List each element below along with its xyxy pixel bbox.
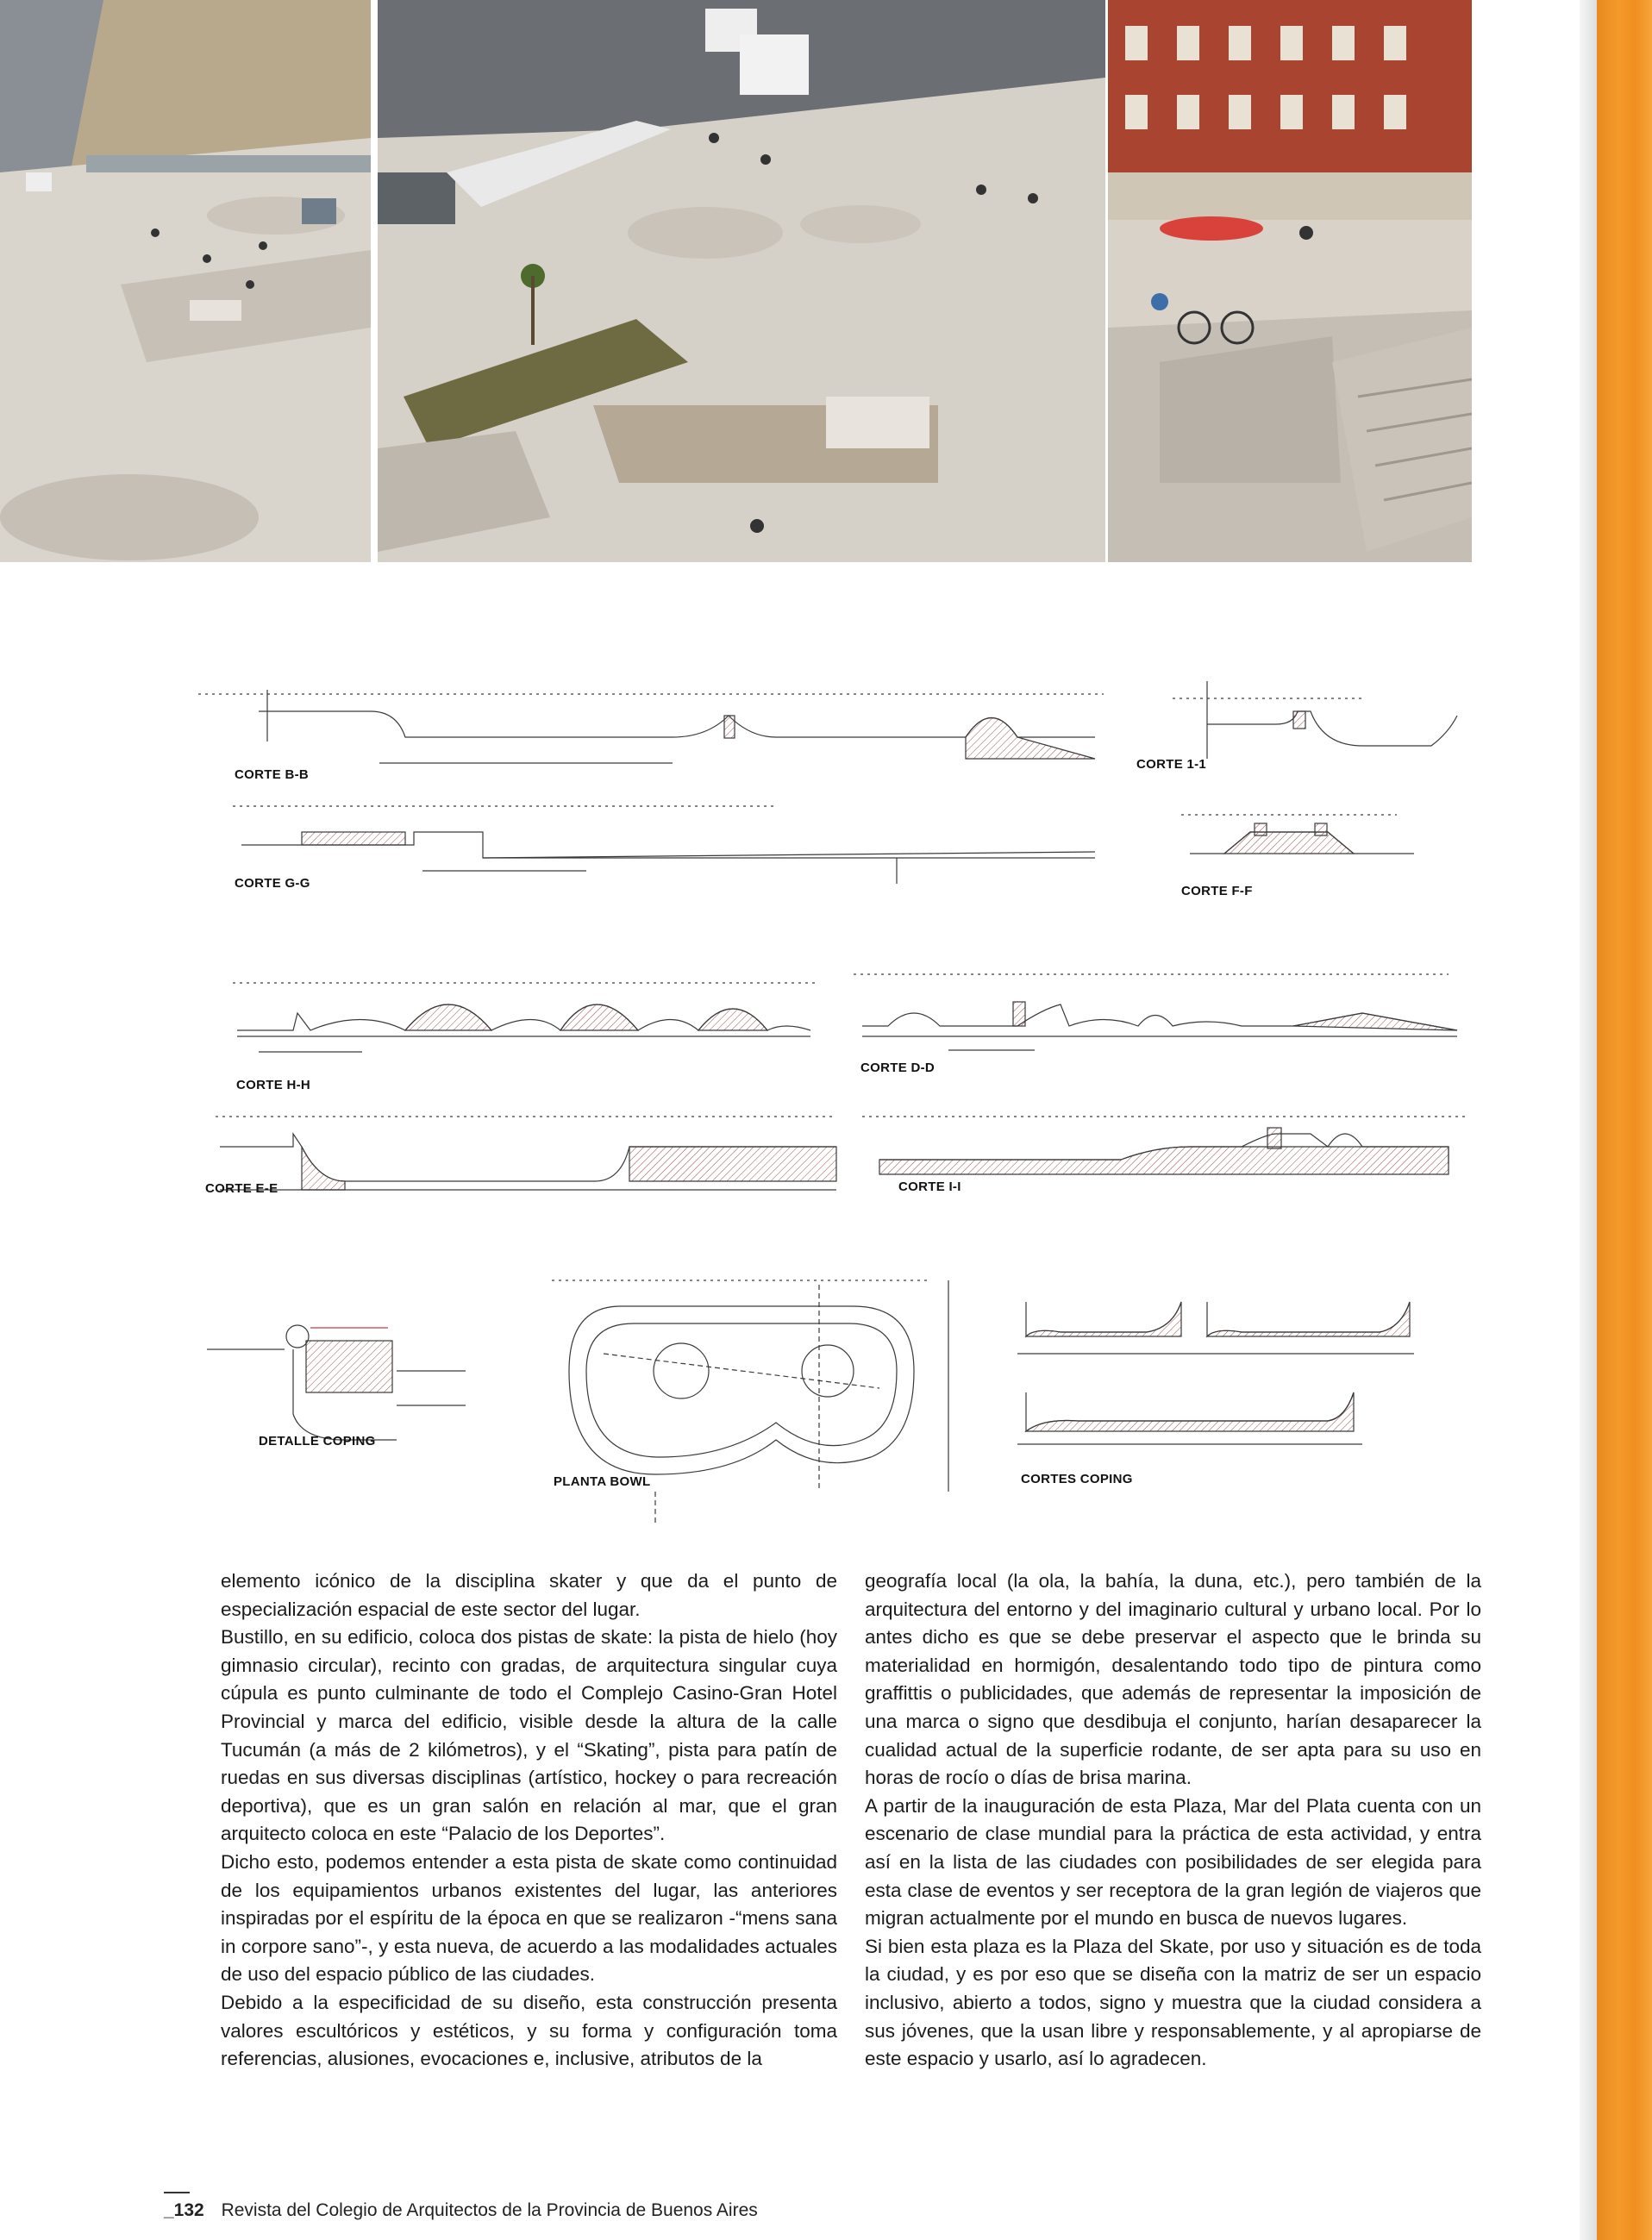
architectural-sections — [0, 664, 1652, 1526]
label-detalle-coping: DETALLE COPING — [259, 1434, 376, 1448]
corte-dd-drawing — [854, 974, 1457, 1050]
corte-gg-drawing — [233, 806, 1095, 884]
label-corte-ii: CORTE I-I — [898, 1179, 961, 1194]
article-column-left — [221, 1567, 837, 2074]
publication-name: Revista del Colegio de Arquitectos de la Provincia de Buenos Aires — [221, 2200, 758, 2220]
label-corte-hh: CORTE H-H — [236, 1078, 311, 1092]
label-corte-11: CORTE 1-1 — [1136, 757, 1207, 772]
article-paragraph: Si bien esta plaza es la Plaza del Skate, por uso y situación es de toda la ciudad, y es por eso que se diseña con la matriz de ser un espacio inclusivo, abierto a todos, signo y muestra que la ciudad considera a sus jóvenes, que la usan libre y responsablemente, y al apropiarse de este espacio y usarlo, así lo agradecen. — [865, 1935, 1481, 2070]
page-gutter — [1580, 0, 1599, 2240]
label-corte-ff: CORTE F-F — [1181, 884, 1253, 898]
page-number: _132 — [164, 2200, 204, 2220]
label-corte-gg: CORTE G-G — [235, 876, 310, 891]
cortes-coping-drawing — [1017, 1302, 1414, 1444]
photo-beachfront-overview — [0, 0, 371, 562]
article-paragraph: elemento icónico de la disciplina skater y que da el punto de especialización espacial de este sector del lugar. — [221, 1570, 837, 1620]
article-paragraph: A partir de la inauguración de esta Plaza, Mar del Plata cuenta con un escenario de clase mundial para la práctica de esta actividad, y entra así en la lista de las ciudades con posibilidades de ser elegida para esta clase de eventos y ser receptora de la gran legión de viajeros que migran actualmente por el mundo en busca de nuevos lugares. — [865, 1794, 1481, 1930]
label-corte-bb: CORTE B-B — [235, 767, 310, 782]
label-planta-bowl: PLANTA BOWL — [554, 1474, 651, 1489]
article-paragraph: Bustillo, en su edificio, coloca dos pistas de skate: la pista de hielo (hoy gimnasio circular), recinto con gradas, de arquitectura singular cuya cúpula es punto culminante de todo el Complejo Casino-Gran Hotel Provincial y marca del edificio, visible desde la altura de la calle Tucumán (a más de 2 kilómetros), y el “Skating”, pista para patín de ruedas en sus diversas disciplinas (artístico, hockey o para recreación deportiva), que es un gran salón en relación al mar, que el gran arquitecto coloca en este “Palacio de los Deportes”. — [221, 1626, 837, 1845]
corte-ff-drawing — [1181, 815, 1414, 854]
article-paragraph: Debido a la especificidad de su diseño, esta construcción presenta valores escultóricos y estéticos, y su forma y configuración toma referencias, alusiones, evocaciones e, inclusive, atributos de la — [221, 1991, 837, 2070]
label-corte-dd: CORTE D-D — [860, 1061, 936, 1075]
planta-bowl-drawing — [552, 1280, 948, 1526]
article-paragraph: Dicho esto, podemos entender a esta pista de skate como continuidad de los equipamientos urbanos existentes del lugar, las anteriores inspiradas por el espíritu de la época en que se realizaron -“mens sana in corpore sano”-, y esta nueva, de acuerdo a las modalidades actuales de uso del espacio público de las ciudades. — [221, 1850, 837, 1986]
detalle-coping-drawing — [207, 1325, 466, 1440]
photo-skaters-building — [1108, 0, 1472, 562]
corte-hh-drawing — [233, 983, 819, 1052]
corte-bb-drawing — [198, 690, 1104, 763]
corte-11-drawing — [1173, 681, 1457, 759]
page-footer — [164, 2200, 758, 2221]
adjacent-page-edge — [1597, 0, 1652, 2240]
article-column-right — [865, 1567, 1481, 2074]
label-cortes-coping: CORTES COPING — [1021, 1472, 1133, 1486]
corte-ee-drawing — [216, 1117, 836, 1190]
photo-plaza-palm — [378, 0, 1105, 562]
footer-rule — [164, 2192, 190, 2193]
corte-ii-drawing — [862, 1117, 1466, 1174]
label-corte-ee: CORTE E-E — [205, 1181, 278, 1196]
article-paragraph: geografía local (la ola, la bahía, la duna, etc.), pero también de la arquitectura del entorno y del imaginario cultural y urbano local. Por lo antes dicho es que se debe preservar el aspecto que le brinda su materialidad en hormigón, desalentando todo tipo de pintura como graffittis o publicidades, que además de representar la imposición de una marca o signo que desdibuja el conjunto, harían desaparecer la cualidad actual de la superficie rodante, de ser apta para su uso en horas de rocío o días de brisa marina. — [865, 1570, 1481, 1789]
